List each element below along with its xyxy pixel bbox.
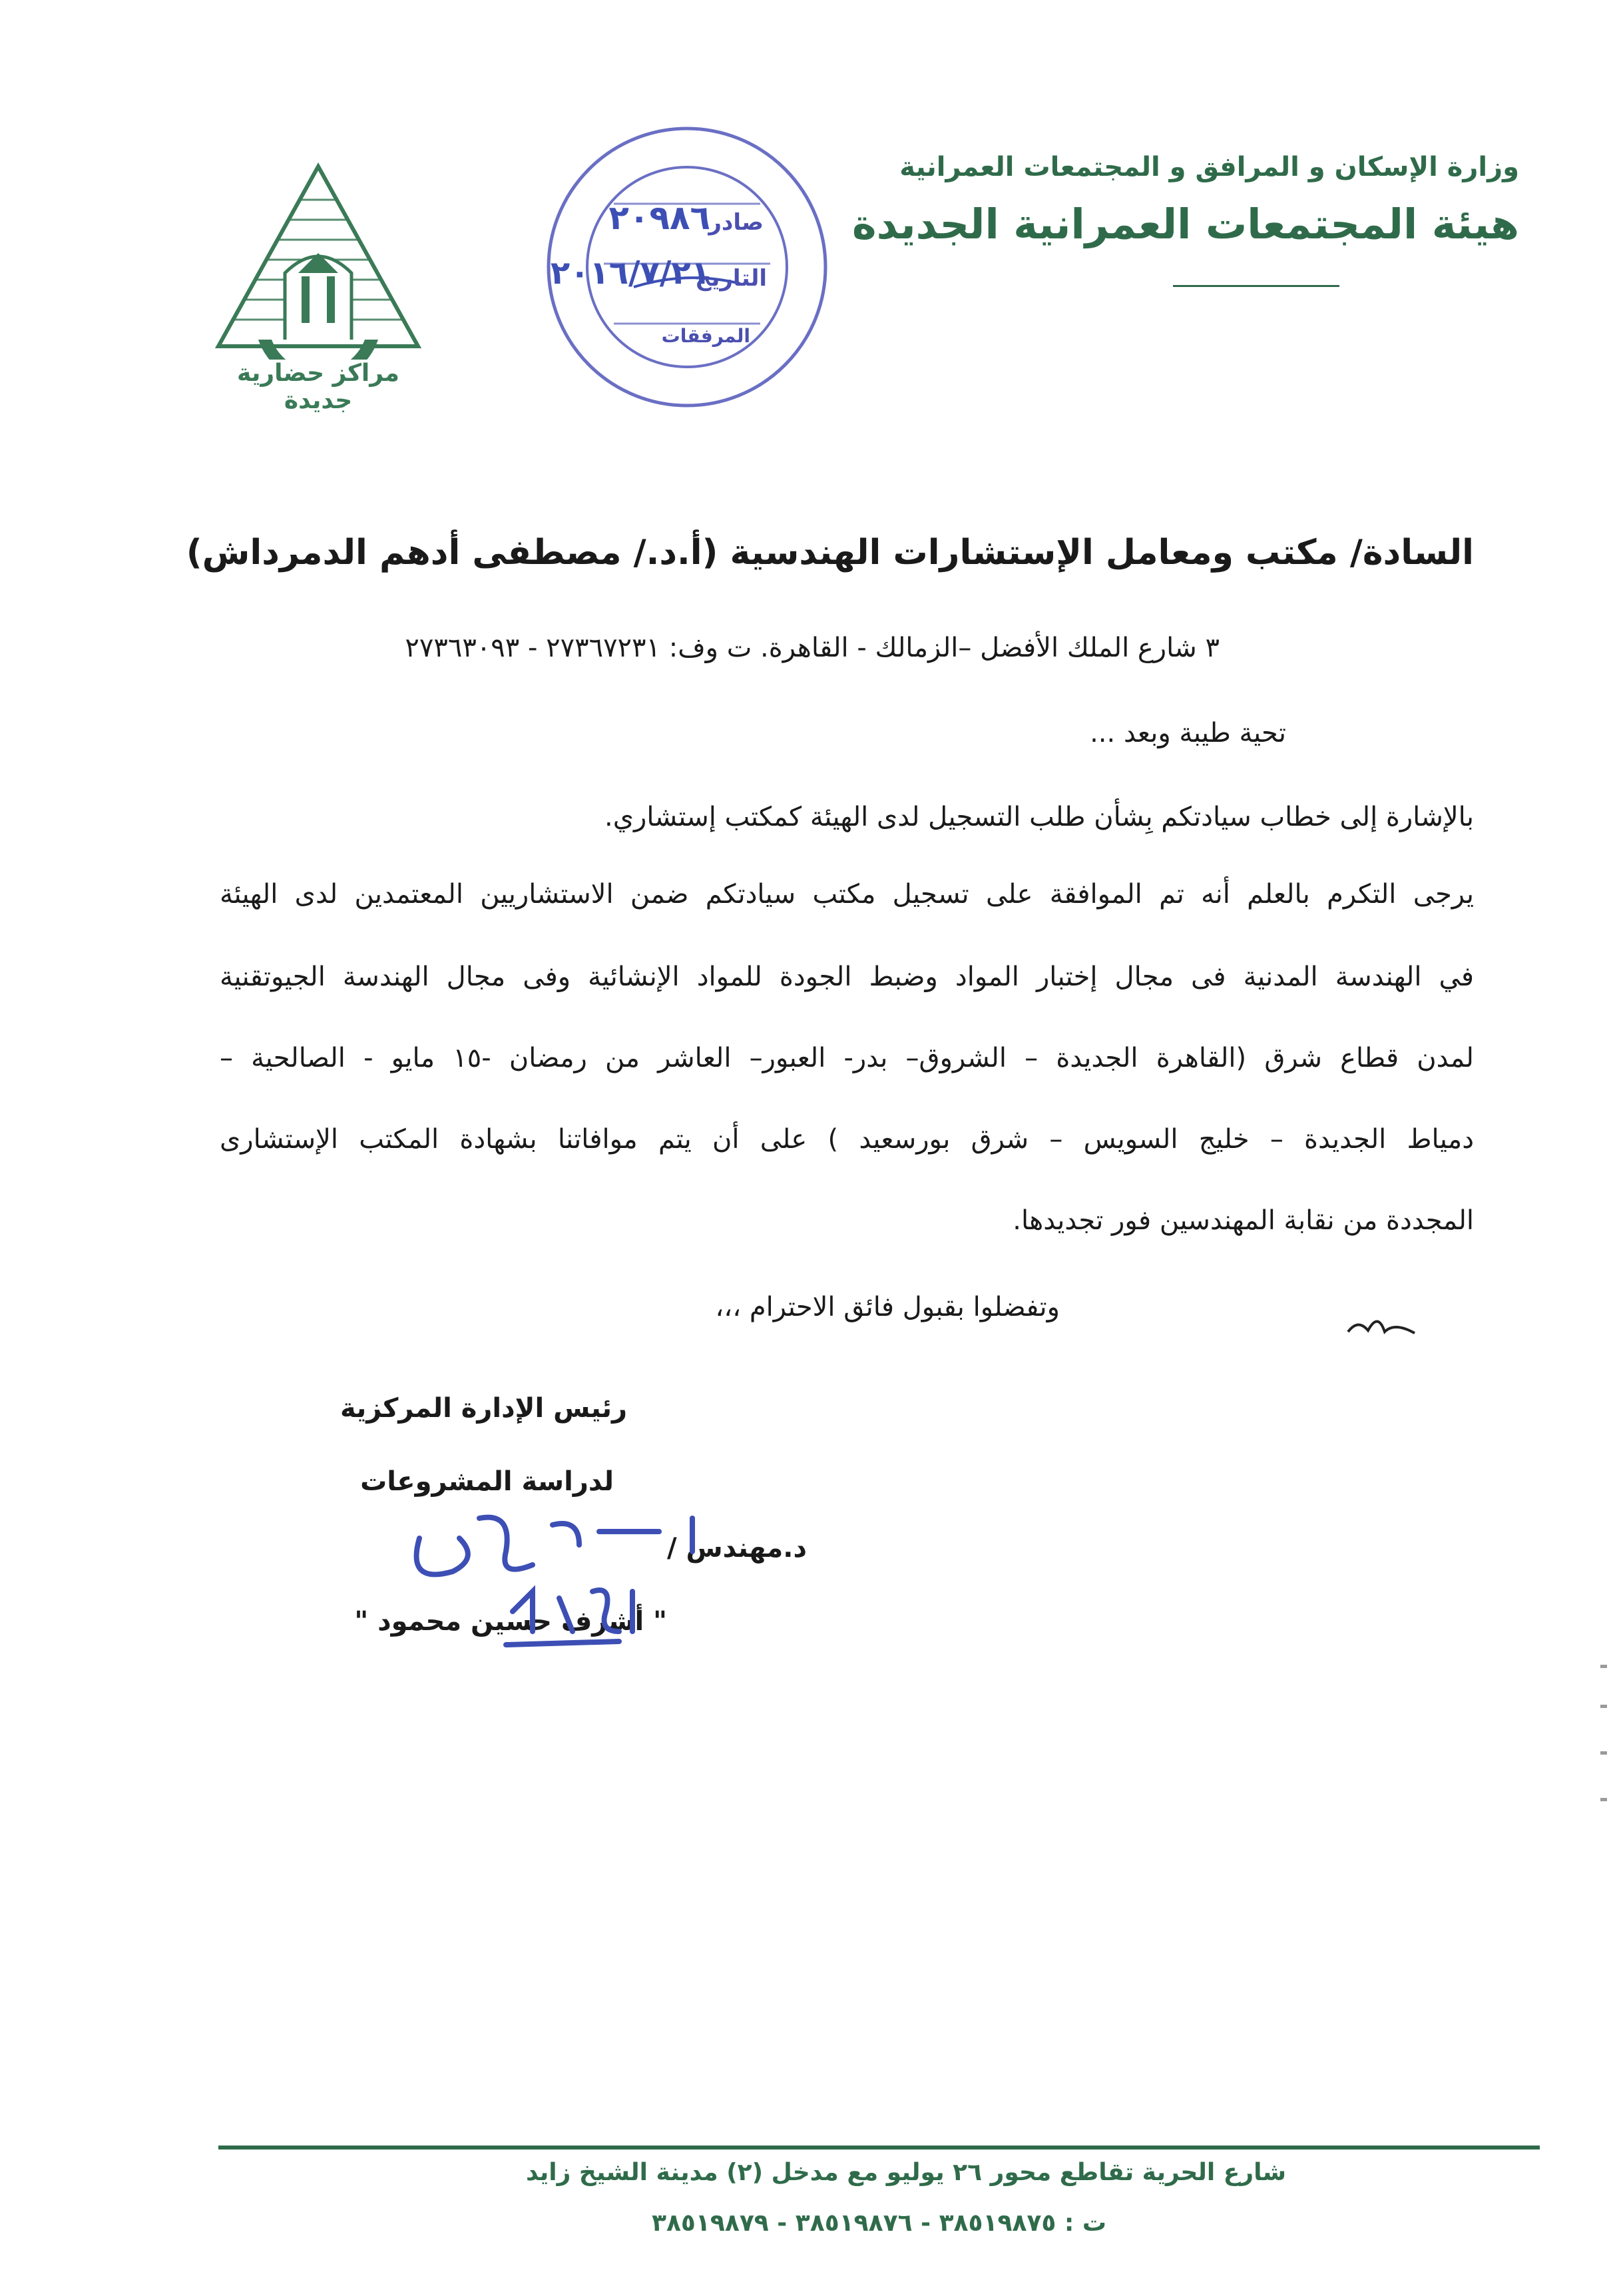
recipient-address: ٣ شارع الملك الأفضل –الزمالك - القاهرة. ت وف: ٢٧٣٦٧٢٣١ - ٢٧٣٦٣٠٩٣ [405,633,1220,663]
body-line: المجددة من نقابة المهندسين فور تجديدها. [1013,1205,1474,1236]
body-line: في الهندسة المدنية فى مجال إختبار المواد وضبط الجودة للمواد الإنشائية وفى مجال الهندسة الجيوتقنية [220,962,1474,992]
stamp-date-value: ٢٠١٦/٧/٢١ [550,254,710,292]
handwritten-signature [379,1492,726,1651]
footer-divider [218,2146,1540,2150]
header-divider [1173,285,1339,287]
logo-caption: مراكز حضارية جديدة [237,360,399,414]
body-line: دمياط الجديدة – خليج السويس – شرق بورسعيد ) على أن يتم موافاتنا بشهادة المكتب الإستشارى [220,1124,1474,1155]
authority-logo [212,160,425,414]
ministry-name: وزارة الإسكان و المرافق و المجتمعات العمرانية [899,152,1519,182]
body-line: يرجى التكرم بالعلم أنه تم الموافقة على تسجيل مكتب سيادتكم ضمن الاستشاريين المعتمدين لدى الهيئة [220,879,1474,910]
stamp-outgoing-label: صادر [708,209,764,236]
pyramid-gear-icon [212,160,425,360]
footer-address: شارع الحرية تقاطع محور ٢٦ يوليو مع مدخل (٢) مدينة الشيخ زايد [525,2159,1286,2186]
signatory-name: " أشرف حسين محمود " [354,1606,667,1637]
recipient-line: السادة/ مكتب ومعامل الإستشارات الهندسية (أ.د./ مصطفى أدهم الدمرداش) [186,533,1474,573]
binder-mark [1600,1705,1607,1708]
signatory-title-line2: لدراسة المشروعات [360,1466,614,1497]
reference-paragraph: بالإشارة إلى خطاب سيادتكم بِشأن طلب التسجيل لدى الهيئة كمكتب إستشاري. [604,802,1474,832]
stamp-outgoing-number: ٢٠٩٨٦ [608,198,710,237]
outgoing-stamp [541,124,833,410]
stamp-date-label: التاريخ [695,265,767,292]
footer-phones: ت : ٣٨٥١٩٨٧٥ - ٣٨٥١٩٨٧٦ - ٣٨٥١٩٨٧٩ [651,2209,1106,2237]
binder-mark [1600,1798,1607,1801]
greeting: تحية طيبة وبعد ... [1090,718,1286,748]
engineer-label: د.مهندس / [666,1533,807,1564]
stamp-attachments-label: المرفقات [661,325,750,347]
binder-mark [1600,1665,1607,1668]
body-line: لمدن قطاع شرق (القاهرة الجديدة – الشروق– بدر- العبور– العاشر من رمضان -١٥ مايو - الصالحية – [220,1043,1474,1073]
authority-name: هيئة المجتمعات العمرانية الجديدة [851,200,1519,248]
binder-mark [1600,1751,1607,1755]
closing-line: وتفضلوا بقبول فائق الاحترام ،،، [715,1292,1060,1322]
signatory-title-line1: رئيس الإدارة المركزية [340,1393,627,1424]
initials-mark [1345,1305,1418,1345]
